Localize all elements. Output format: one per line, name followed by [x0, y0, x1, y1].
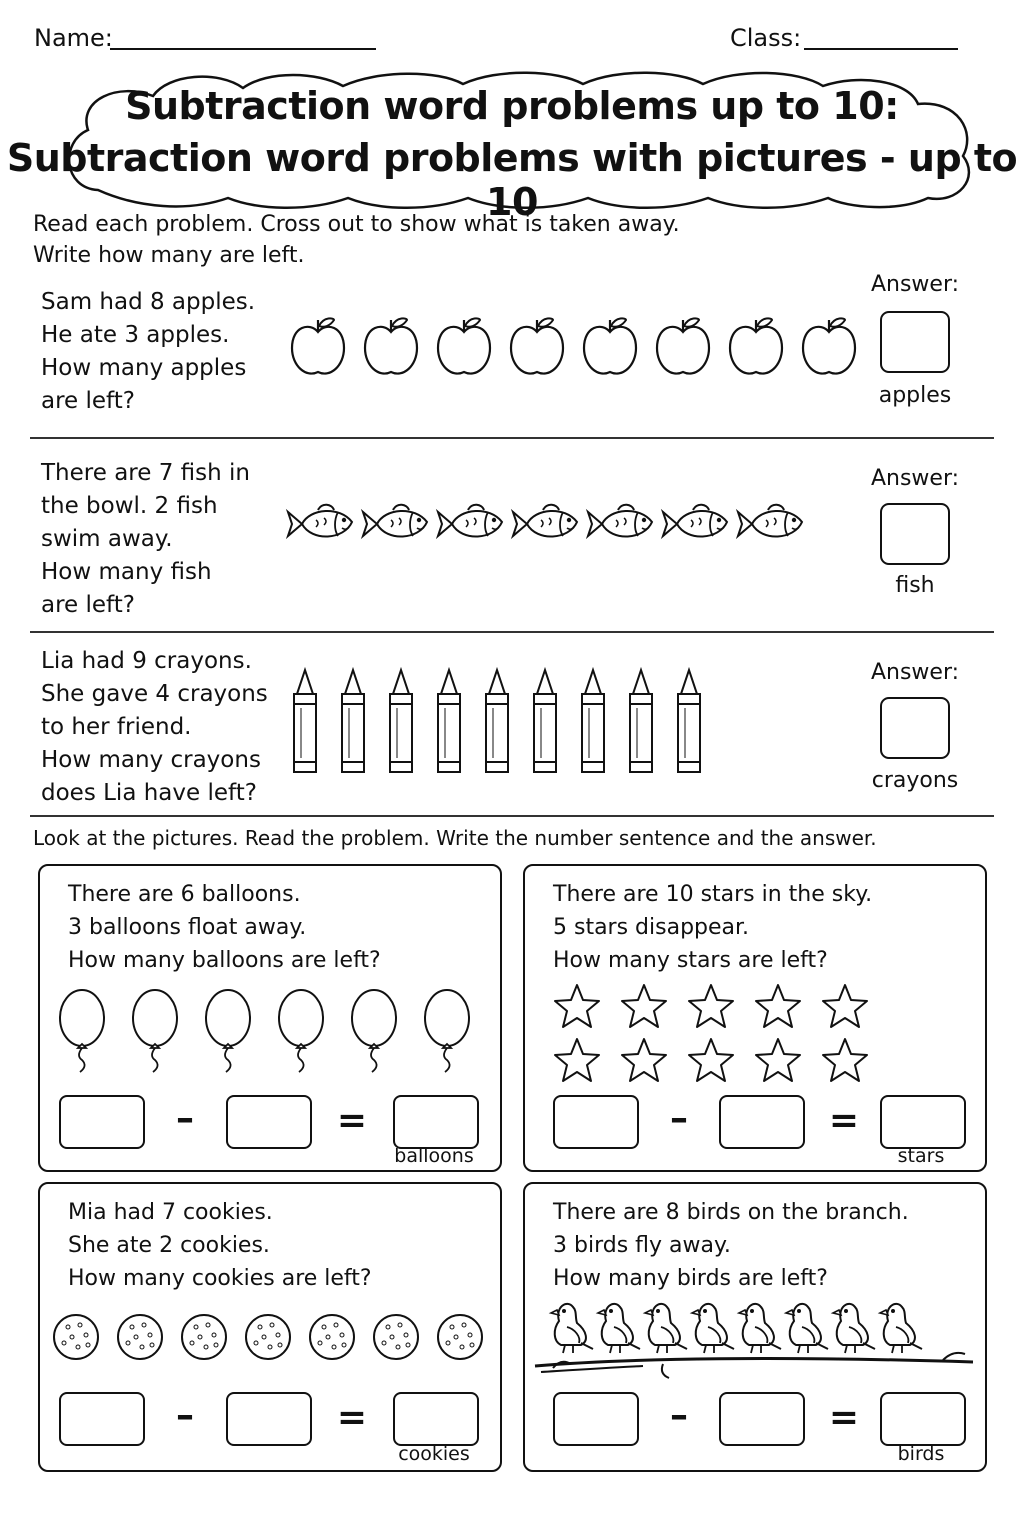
fish-icon[interactable] [286, 500, 356, 548]
equals-sign: = [828, 1100, 860, 1141]
minus-sign: – [176, 1395, 194, 1436]
answer-unit: apples [878, 383, 952, 408]
problem-1-line: Sam had 8 apples. [41, 289, 256, 315]
card-text [553, 1196, 909, 1295]
card-line: How many stars are left? [553, 948, 828, 973]
answer-box[interactable] [880, 311, 950, 373]
equals-sign: = [336, 1100, 368, 1141]
star-icon[interactable] [821, 983, 869, 1029]
equation-box-subtract[interactable] [226, 1392, 312, 1446]
card-line: She ate 2 cookies. [68, 1233, 270, 1258]
crayon-icon[interactable] [627, 668, 655, 774]
star-icon[interactable] [754, 1037, 802, 1083]
equals-sign: = [828, 1397, 860, 1438]
crayon-icon[interactable] [579, 668, 607, 774]
apple-icon[interactable] [653, 318, 713, 386]
minus-sign: – [670, 1395, 688, 1436]
bird-icon[interactable] [876, 1297, 924, 1355]
card-line: How many birds are left? [553, 1266, 828, 1291]
crayon-icon[interactable] [675, 668, 703, 774]
problem-3-line: to her friend. [41, 714, 192, 740]
equation-box-subtract[interactable] [226, 1095, 312, 1149]
star-icon[interactable] [553, 983, 601, 1029]
balloon-icon[interactable] [423, 990, 471, 1076]
star-icon[interactable] [553, 1037, 601, 1083]
equation-unit: balloons [394, 1145, 474, 1167]
instruction-line-1: Read each problem. Cross out to show what is taken away. [33, 212, 680, 237]
cookie-icon[interactable] [116, 1313, 164, 1361]
answer-box[interactable] [880, 697, 950, 759]
divider [30, 437, 994, 439]
problem-2-line: How many fish [41, 559, 212, 585]
problem-3-line: She gave 4 crayons [41, 681, 268, 707]
answer-unit: fish [895, 573, 935, 598]
problem-2-line: the bowl. 2 fish [41, 493, 218, 519]
fish-icon[interactable] [511, 500, 581, 548]
answer-box[interactable] [880, 503, 950, 565]
equals-sign: = [336, 1397, 368, 1438]
equation-unit: cookies [398, 1443, 470, 1465]
balloon-icon[interactable] [131, 990, 179, 1076]
apple-icon[interactable] [580, 318, 640, 386]
equation-box-answer[interactable] [393, 1095, 479, 1149]
fish-icon[interactable] [586, 500, 656, 548]
balloon-icon[interactable] [277, 990, 325, 1076]
apple-icon[interactable] [288, 318, 348, 386]
cookie-icon[interactable] [52, 1313, 100, 1361]
problem-1-text [41, 286, 255, 418]
card-line: Mia had 7 cookies. [68, 1200, 273, 1225]
balloon-icon[interactable] [58, 990, 106, 1076]
minus-sign: – [176, 1098, 194, 1139]
equation-box-subtract[interactable] [719, 1392, 805, 1446]
star-icon[interactable] [620, 983, 668, 1029]
minus-sign: – [670, 1098, 688, 1139]
fish-icon[interactable] [736, 500, 806, 548]
fish-icon[interactable] [661, 500, 731, 548]
crayon-icon[interactable] [483, 668, 511, 774]
card-line: There are 8 birds on the branch. [553, 1200, 909, 1225]
apple-icon[interactable] [361, 318, 421, 386]
bird-icon[interactable] [547, 1297, 595, 1355]
divider [30, 815, 994, 817]
equation-box-answer[interactable] [880, 1095, 966, 1149]
equation-box-answer[interactable] [880, 1392, 966, 1446]
problem-2-line: swim away. [41, 526, 173, 552]
equation-box-start[interactable] [59, 1392, 145, 1446]
crayon-icon[interactable] [291, 668, 319, 774]
balloon-icon[interactable] [204, 990, 252, 1076]
problem-2-line: There are 7 fish in [41, 460, 250, 486]
answer-label: Answer: [870, 660, 960, 685]
bird-icon[interactable] [688, 1297, 736, 1355]
card-line: 5 stars disappear. [553, 915, 750, 940]
equation-box-answer[interactable] [393, 1392, 479, 1446]
crayon-icon[interactable] [531, 668, 559, 774]
bird-icon[interactable] [594, 1297, 642, 1355]
name-label: Name: [34, 24, 113, 52]
title-line-2: Subtraction word problems with pictures - up to 10 [6, 136, 1018, 224]
equation-box-start[interactable] [553, 1392, 639, 1446]
equation-box-start[interactable] [553, 1095, 639, 1149]
equation-box-subtract[interactable] [719, 1095, 805, 1149]
cookie-icon[interactable] [244, 1313, 292, 1361]
card-line: How many balloons are left? [68, 948, 381, 973]
apple-icon[interactable] [799, 318, 859, 386]
apple-icon[interactable] [726, 318, 786, 386]
cookie-icon[interactable] [436, 1313, 484, 1361]
class-field[interactable] [804, 48, 958, 50]
cookie-icon[interactable] [180, 1313, 228, 1361]
star-icon[interactable] [687, 1037, 735, 1083]
card-text [68, 1196, 372, 1295]
class-label: Class: [730, 24, 802, 52]
bird-icon[interactable] [782, 1297, 830, 1355]
star-icon[interactable] [754, 983, 802, 1029]
answer-unit: crayons [871, 768, 959, 793]
crayon-icon[interactable] [339, 668, 367, 774]
cookie-icon[interactable] [372, 1313, 420, 1361]
equation-unit: stars [897, 1145, 945, 1167]
card-text [553, 878, 872, 977]
answer-label: Answer: [870, 272, 960, 297]
instruction-line-2: Write how many are left. [33, 243, 305, 268]
card-line: 3 balloons float away. [68, 915, 307, 940]
fish-icon[interactable] [436, 500, 506, 548]
problem-1-line: are left? [41, 388, 135, 414]
card-line: How many cookies are left? [68, 1266, 372, 1291]
problem-1-line: He ate 3 apples. [41, 322, 230, 348]
equation-unit: birds [897, 1443, 945, 1465]
divider [30, 631, 994, 633]
bird-icon[interactable] [735, 1297, 783, 1355]
title-line-1: Subtraction word problems up to 10: [125, 84, 899, 128]
star-icon[interactable] [620, 1037, 668, 1083]
bird-icon[interactable] [829, 1297, 877, 1355]
card-line: 3 birds fly away. [553, 1233, 731, 1258]
card-line: There are 10 stars in the sky. [553, 882, 873, 907]
problem-3-line: Lia had 9 crayons. [41, 648, 252, 674]
instructions-1 [33, 209, 680, 271]
crayon-icon[interactable] [387, 668, 415, 774]
bird-icon[interactable] [641, 1297, 689, 1355]
card-text [68, 878, 381, 977]
equation-box-start[interactable] [59, 1095, 145, 1149]
problem-3-line: How many crayons [41, 747, 261, 773]
star-icon[interactable] [821, 1037, 869, 1083]
apple-icon[interactable] [507, 318, 567, 386]
problem-3-line: does Lia have left? [41, 780, 257, 806]
problem-3-text [41, 645, 268, 810]
cookie-icon[interactable] [308, 1313, 356, 1361]
problem-2-text [41, 457, 250, 622]
name-field[interactable] [110, 48, 376, 50]
crayon-icon[interactable] [435, 668, 463, 774]
balloon-icon[interactable] [350, 990, 398, 1076]
instructions-2: Look at the pictures. Read the problem. Write the number sentence and the answer. [33, 826, 877, 850]
star-icon[interactable] [687, 983, 735, 1029]
apple-icon[interactable] [434, 318, 494, 386]
problem-2-line: are left? [41, 592, 135, 618]
problem-1-line: How many apples [41, 355, 247, 381]
answer-label: Answer: [870, 466, 960, 491]
card-line: There are 6 balloons. [68, 882, 301, 907]
fish-icon[interactable] [361, 500, 431, 548]
